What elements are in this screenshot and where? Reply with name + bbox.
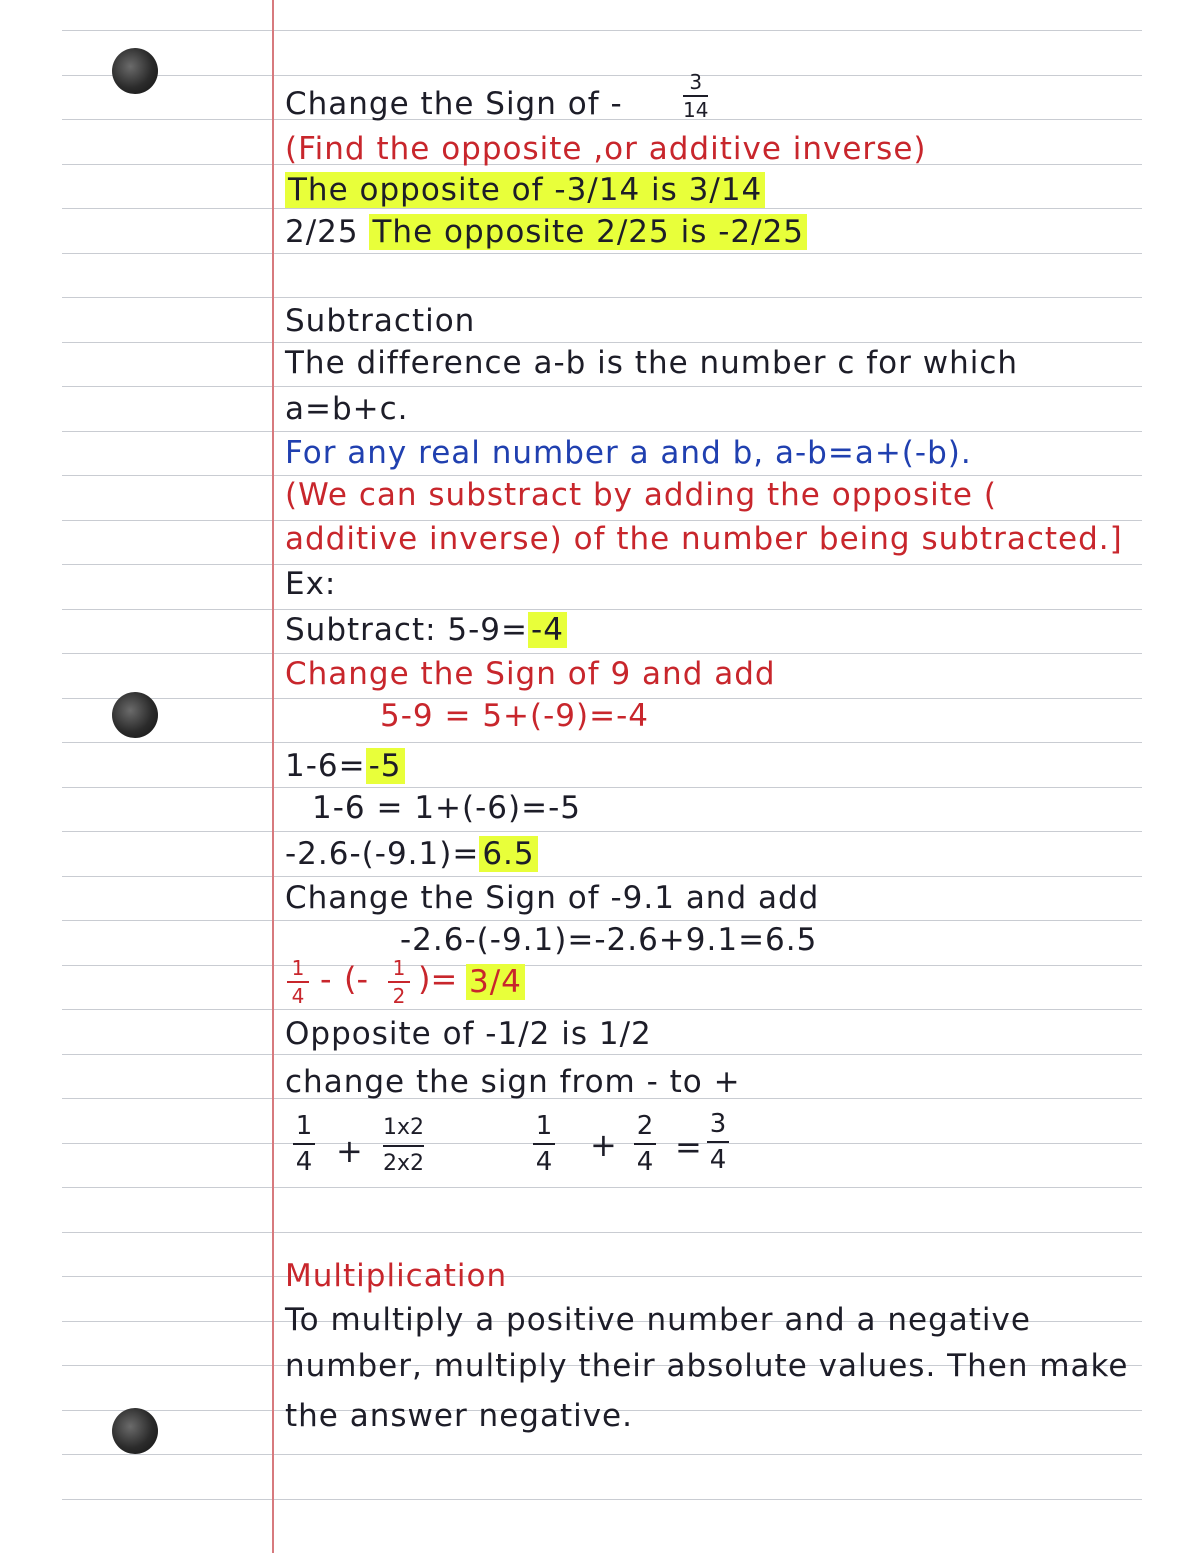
example-2-prompt: 1-6=: [285, 748, 366, 784]
example-3-question: [285, 836, 538, 872]
fraction-bar: [533, 1143, 555, 1145]
ruled-line: [62, 1499, 1142, 1500]
numerator: 1: [392, 956, 406, 980]
example-2-work: 1-6 = 1+(-6)=-5: [312, 790, 581, 826]
ruled-line: [62, 475, 1142, 476]
example-2-question: [285, 748, 405, 784]
ruled-line: [62, 1054, 1142, 1055]
margin-line: [272, 0, 274, 1553]
fraction-bar: [388, 981, 410, 983]
ruled-line: [62, 75, 1142, 76]
example-4-fraction-2: [388, 958, 410, 1006]
example-1-question: [285, 612, 567, 648]
numerator: 1: [291, 956, 305, 980]
example-3-work: -2.6-(-9.1)=-2.6+9.1=6.5: [400, 922, 818, 958]
work-plus-2: +: [590, 1126, 617, 1164]
subtraction-rule-1: For any real number a and b, a-b=a+(-b).: [285, 435, 972, 471]
ruled-line: [62, 1232, 1142, 1233]
subtraction-rule-3: additive inverse) of the number being subtracted.]: [285, 521, 1123, 557]
example-label: Ex:: [285, 566, 337, 602]
example-4-note: Opposite of -1/2 is 1/2: [285, 1016, 652, 1052]
example-4-paren-open: (-: [344, 960, 369, 998]
title-fraction-numerator: 3: [689, 70, 703, 94]
fraction-bar: [287, 981, 309, 983]
section1-opposite-line: [285, 172, 765, 208]
numerator: 1: [535, 1111, 553, 1141]
ruled-line: [62, 342, 1142, 343]
denominator: 4: [535, 1147, 553, 1177]
example-4-answer: 3/4: [466, 964, 525, 1000]
multiplication-rule-2: number, multiply their absolute values. Then make: [285, 1348, 1129, 1384]
denominator: 2: [392, 984, 406, 1008]
multiplication-heading: Multiplication: [285, 1258, 508, 1294]
numerator: 3: [709, 1109, 727, 1139]
work-fraction-1: [293, 1112, 315, 1176]
subtraction-heading: Subtraction: [285, 303, 476, 339]
example-3-prompt: -2.6-(-9.1)=: [285, 836, 480, 872]
subtraction-rule-2: (We can substract by adding the opposite (: [285, 477, 997, 513]
example-4-paren-close: )=: [418, 960, 458, 998]
section1-subtitle: (Find the opposite ,or additive inverse): [285, 131, 927, 167]
work-fraction-5: [707, 1110, 729, 1174]
work-fraction-2: [383, 1114, 424, 1178]
ruled-line: [62, 920, 1142, 921]
numerator: 1: [295, 1111, 313, 1141]
binder-hole-bottom: [112, 1408, 158, 1454]
fraction-bar: [383, 1145, 424, 1147]
example-1-note: Change the Sign of 9 and add: [285, 656, 776, 692]
ruled-line: [62, 965, 1142, 966]
example-4-answer-wrap: [466, 964, 525, 1000]
ruled-line: [62, 253, 1142, 254]
fraction-bar: [707, 1141, 729, 1143]
example-4-note-2: change the sign from - to +: [285, 1064, 741, 1100]
ruled-line: [62, 208, 1142, 209]
denominator: 4: [709, 1145, 727, 1175]
ruled-line: [62, 787, 1142, 788]
example-1-answer: -4: [528, 612, 567, 648]
ruled-line: [62, 1454, 1142, 1455]
highlighted-text: The opposite of -3/14 is 3/14: [285, 172, 765, 208]
fraction-bar: [634, 1143, 656, 1145]
highlighted-text: The opposite 2/25 is -2/25: [369, 214, 807, 250]
work-fraction-4: [634, 1112, 656, 1176]
work-fraction-3: [533, 1112, 555, 1176]
ruled-line: [62, 1276, 1142, 1277]
ruled-line: [62, 297, 1142, 298]
denominator: 4: [636, 1147, 654, 1177]
ruled-line: [62, 386, 1142, 387]
denominator: 2x2: [383, 1151, 425, 1176]
ruled-line: [62, 431, 1142, 432]
section1-title: [285, 86, 623, 122]
work-equals: =: [675, 1128, 702, 1166]
binder-hole-middle: [112, 692, 158, 738]
ruled-line: [62, 609, 1142, 610]
ruled-line: [62, 876, 1142, 877]
subtraction-definition-2: a=b+c.: [285, 391, 409, 427]
title-fraction-denominator: 14: [683, 98, 709, 122]
example-4-fraction-1: [287, 958, 309, 1006]
work-plus-1: +: [336, 1132, 363, 1170]
ruled-line: [62, 564, 1142, 565]
example-1-prompt: Subtract: 5-9=: [285, 612, 529, 648]
fraction-bar: [683, 95, 708, 97]
example-2-answer: -5: [366, 748, 405, 784]
section1-title-text: Change the Sign of -: [285, 86, 623, 122]
example-3-answer: 6.5: [479, 836, 537, 872]
denominator: 4: [295, 1147, 313, 1177]
denominator: 4: [291, 984, 305, 1008]
line-prefix: 2/25: [285, 214, 359, 250]
ruled-line: [62, 831, 1142, 832]
ruled-line: [62, 1009, 1142, 1010]
binder-hole-top: [112, 48, 158, 94]
example-3-note: Change the Sign of -9.1 and add: [285, 880, 820, 916]
example-4-minus: -: [320, 960, 332, 998]
ruled-line: [62, 653, 1142, 654]
ruled-line: [62, 742, 1142, 743]
numerator: 1x2: [383, 1115, 425, 1140]
example-1-work: 5-9 = 5+(-9)=-4: [380, 698, 649, 734]
multiplication-rule-1: To multiply a positive number and a negative: [285, 1302, 1031, 1338]
ruled-line: [62, 1187, 1142, 1188]
numerator: 2: [636, 1111, 654, 1141]
fraction-bar: [293, 1143, 315, 1145]
title-fraction: [683, 72, 708, 120]
section1-opposite-line-2: [285, 214, 807, 250]
ruled-line: [62, 30, 1142, 31]
multiplication-rule-3: the answer negative.: [285, 1398, 633, 1434]
subtraction-definition-1: The difference a-b is the number c for which: [285, 345, 1019, 381]
